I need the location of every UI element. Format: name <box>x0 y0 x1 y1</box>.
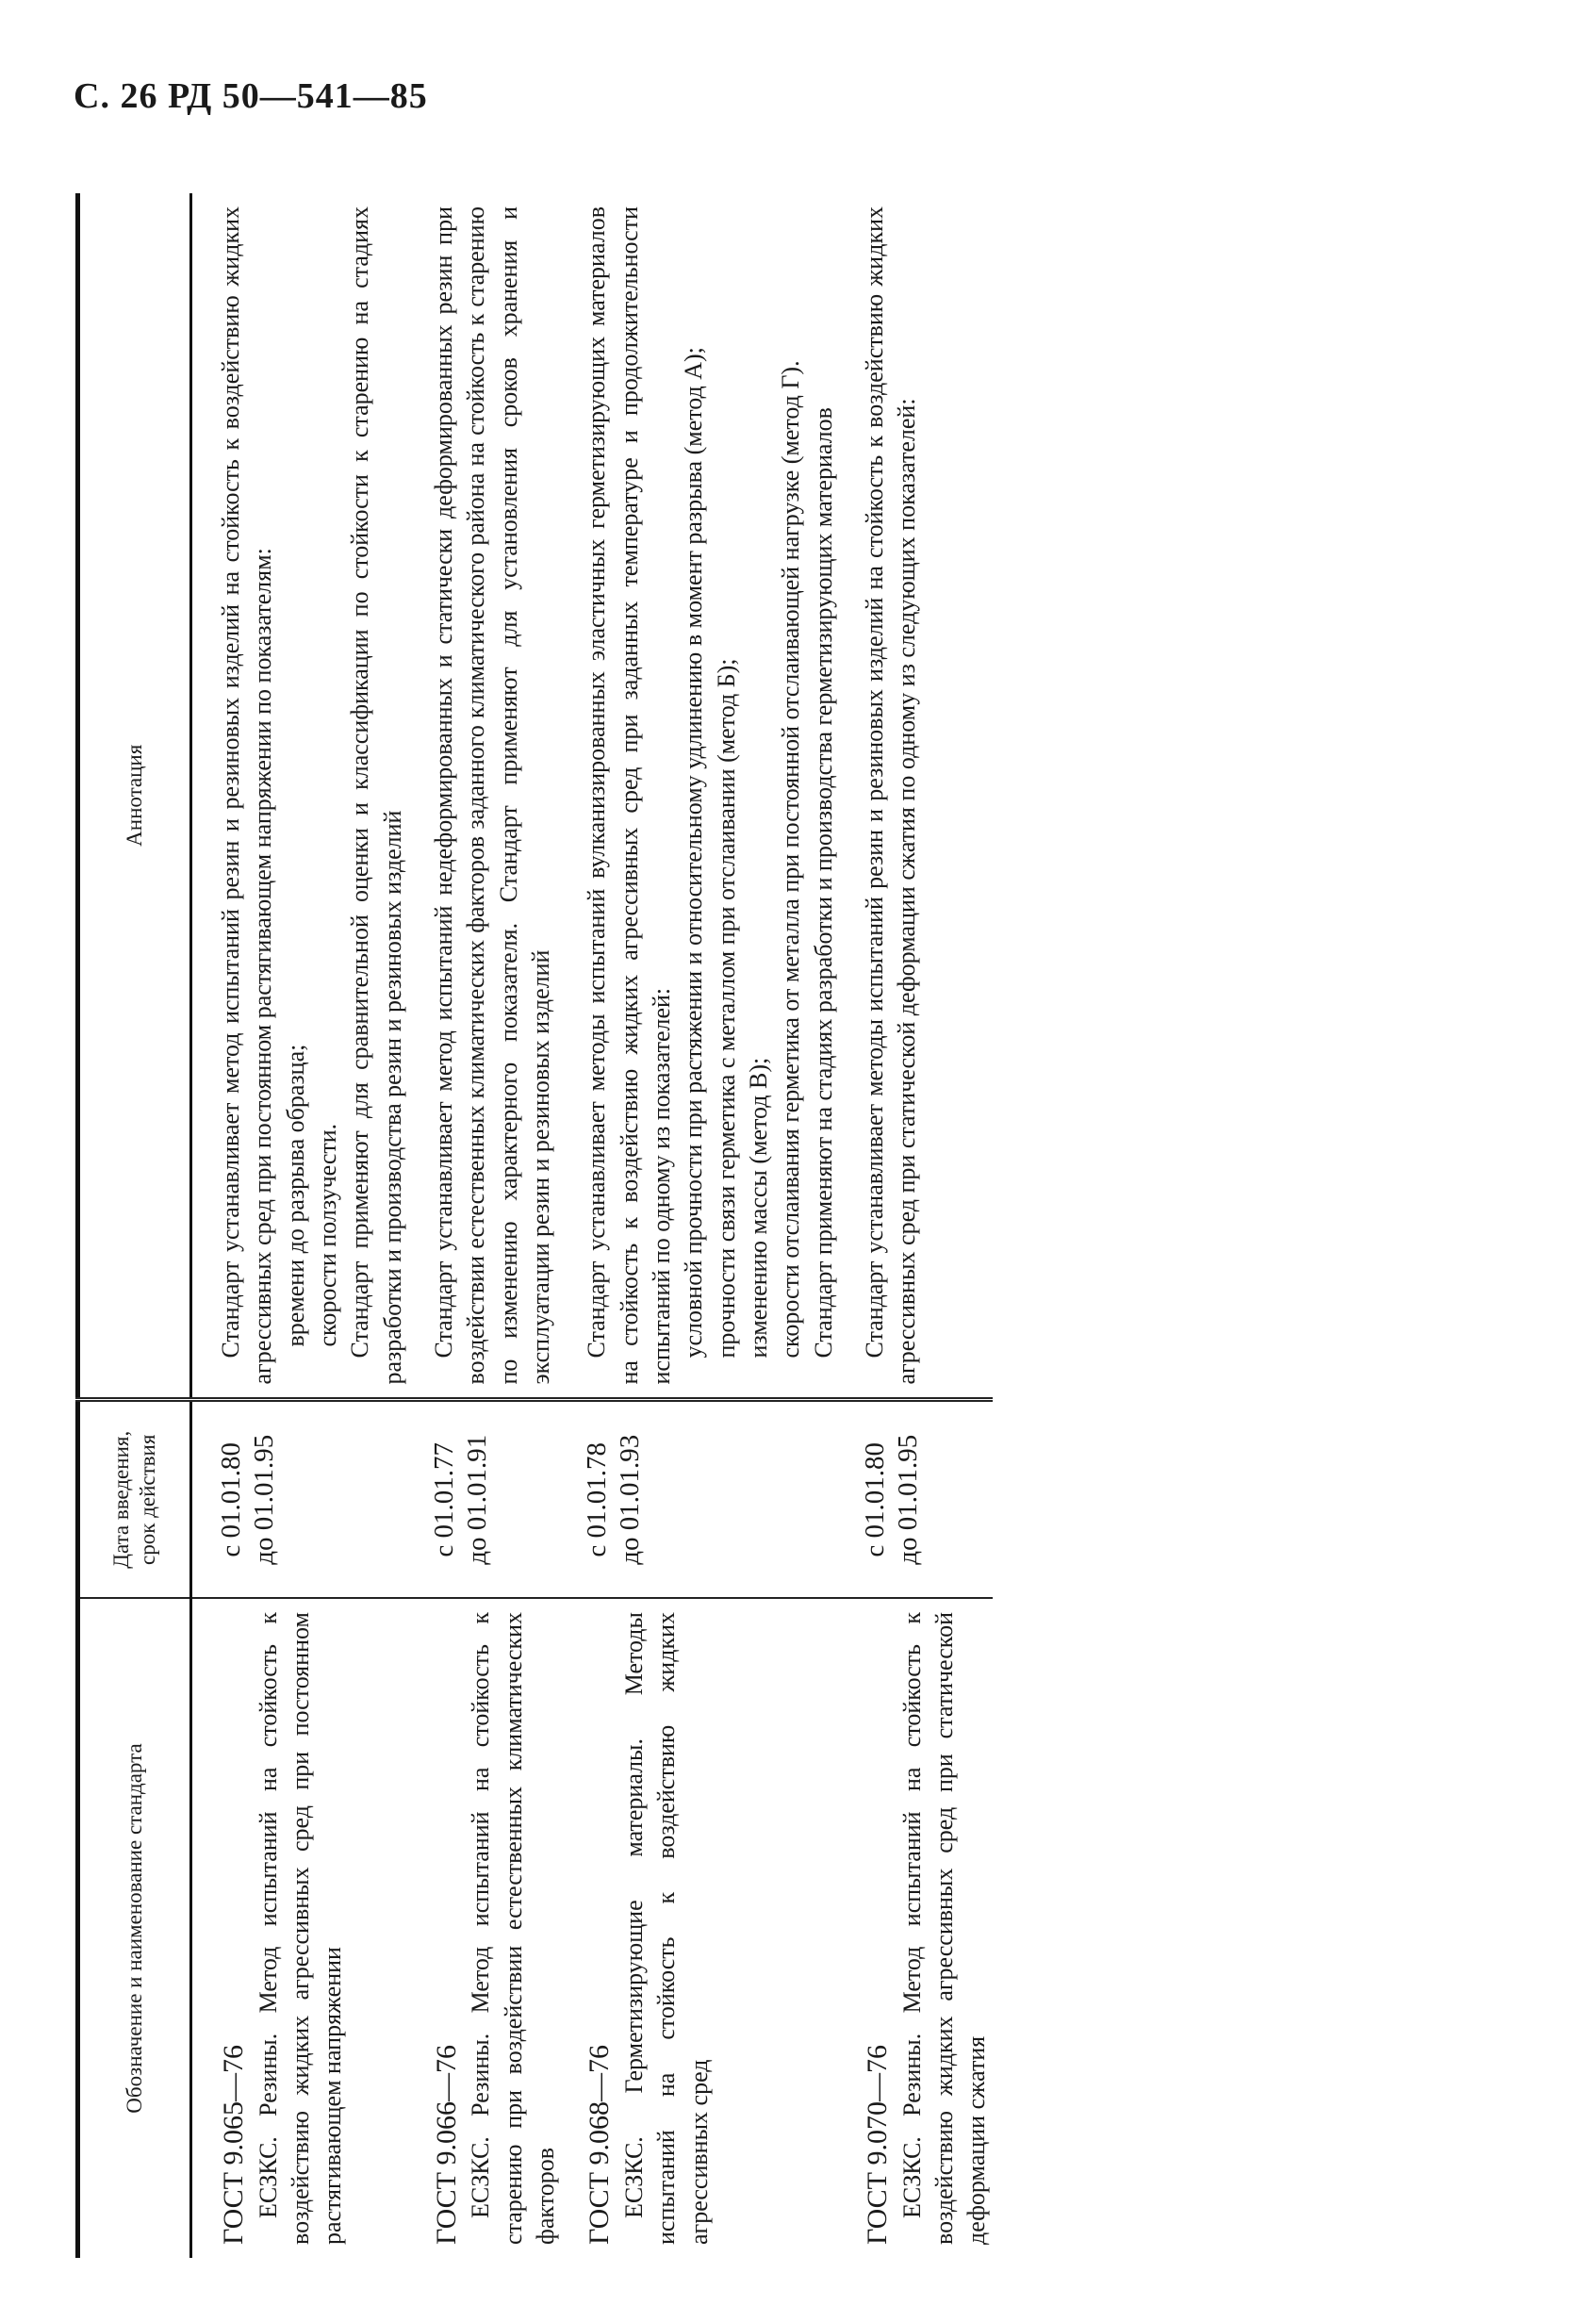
date-from: с 01.01.78 <box>582 1441 613 1557</box>
table-row <box>191 193 409 2258</box>
table-header-row <box>78 193 191 2258</box>
annotation-list-item: скорости отслаивания герметика от металла при постоянной отслаивающей нагрузке (метод Г). <box>777 360 805 1359</box>
date-to: до 01.01.95 <box>248 1434 279 1565</box>
date-cell <box>859 1400 994 1598</box>
date-to: до 01.01.91 <box>461 1434 492 1565</box>
page-header: С. 26 РД 50—541—85 <box>74 76 428 116</box>
annotation-cell <box>581 193 840 1400</box>
standards-table <box>75 193 993 2258</box>
annotation-paragraph: Стандарт устанавливает методы испытаний резин и резиновых изделий на стойкость к воздействию жидких агрессивных сред при статической деформации сжатия по одному из следующих показателей: <box>860 206 921 1385</box>
standard-code: ГОСТ 9.068—76 <box>584 2045 616 2245</box>
rotated-table <box>75 193 1386 2258</box>
annotation-list-item: изменению массы (метод В); <box>744 1057 772 1359</box>
table-row <box>581 193 840 2258</box>
annotation-list-item: прочности связи герметика с металлом при отслаивании (метод Б); <box>712 658 740 1359</box>
annotation-list-item: скорости ползучести. <box>313 1123 341 1347</box>
annotation-paragraph: Стандарт применяют для сравнительной оценки и классификации по стойкости к старению на стадиях разработки и производства резин и резиновых изделий <box>346 206 406 1385</box>
column-header-designation: Обозначение и наименование стандарта <box>78 1598 191 2258</box>
standard-code: ГОСТ 9.070—76 <box>861 2045 893 2245</box>
designation-cell <box>428 1598 563 2258</box>
date-from: с 01.01.80 <box>216 1441 246 1557</box>
column-header-annotation: Аннотация <box>78 193 191 1400</box>
annotation-cell <box>191 193 409 1400</box>
designation-cell <box>191 1598 409 2258</box>
annotation-cell <box>859 193 994 1400</box>
date-to: до 01.01.93 <box>615 1434 646 1565</box>
date-to: до 01.01.95 <box>892 1434 923 1565</box>
standard-title: ЕСЗКС. Герметизирующие материалы. Методы испытаний на стойкость к воздействию жидких агрессивных сред <box>620 1612 713 2245</box>
standard-title: ЕСЗКС. Резины. Метод испытаний на стойкость к старению при воздействии естественных климатических факторов <box>467 1612 560 2245</box>
date-from: с 01.01.77 <box>428 1441 459 1557</box>
annotation-paragraph: Стандарт применяют на стадиях разработки и производства герметизирующих материалов <box>809 407 837 1359</box>
date-cell <box>191 1400 409 1598</box>
date-from: с 01.01.80 <box>859 1441 890 1557</box>
annotation-paragraph: Стандарт устанавливает методы испытаний вулканизированных эластичных герметизирующих материалов на стойкость к воздействию жидких агрессивных сред при заданных температуре и продолжительности испытаний по одному из показателей: <box>583 206 676 1385</box>
annotation-list-item: времени до разрыва образца; <box>281 1044 309 1347</box>
table-row <box>428 193 563 2258</box>
date-cell <box>581 1400 840 1598</box>
rotated-table-frame <box>75 193 1386 2258</box>
standard-code: ГОСТ 9.066—76 <box>430 2045 462 2245</box>
designation-cell <box>581 1598 840 2258</box>
column-header-date: Дата введения, срок действия <box>78 1400 191 1598</box>
standard-code: ГОСТ 9.065—76 <box>218 2045 249 2245</box>
annotation-paragraph: Стандарт устанавливает метод испытаний резин и резиновых изделий на стойкость к воздействию жидких агрессивных сред при постоянном растягивающем напряжении по показателям: <box>217 206 277 1385</box>
table-row <box>859 193 994 2258</box>
standard-title: ЕСЗКС. Резины. Метод испытаний на стойкость к воздействию жидких агрессивных сред при статической деформации сжатия <box>897 1612 991 2245</box>
annotation-list-item: условной прочности при растяжении и относительному удлинению в момент разрыва (метод А); <box>680 347 708 1359</box>
standard-title: ЕСЗКС. Резины. Метод испытаний на стойкость к воздействию жидких агрессивных сред при постоянном растягивающем напряжении <box>254 1612 347 2245</box>
annotation-paragraph: Стандарт устанавливает метод испытаний недеформированных и статически деформированных резин при воздействии естественных климатических факторов заданного климатического района на стойкость к старению по изменению характерного показателя. Стандарт применяют для установления сроков хранения и эксплуатации резин и резиновых изделий <box>429 206 554 1385</box>
designation-cell <box>859 1598 994 2258</box>
date-cell <box>428 1400 563 1598</box>
annotation-cell <box>428 193 563 1400</box>
